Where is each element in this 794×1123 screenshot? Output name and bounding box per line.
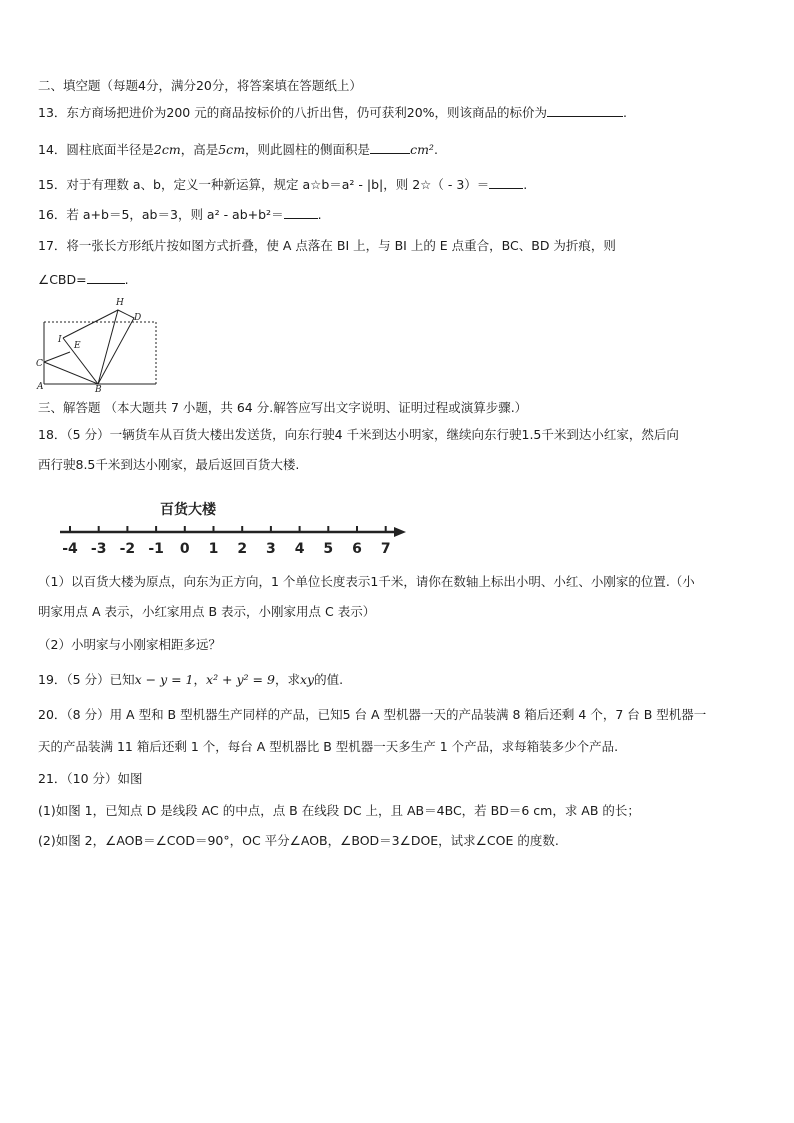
question-13: [38, 104, 627, 122]
answer-blank-14[interactable]: [370, 141, 410, 154]
question-14-text-a: 14．圆柱底面半径是: [38, 142, 154, 157]
question-18-line-1: 18．（5 分）一辆货车从百货大楼出发送货，向东行驶4 千米到达小明家，继续向东行驶1.5千米到达小红家，然后向: [38, 427, 679, 442]
number-line-tick-label: 6: [352, 541, 362, 557]
question-16: [38, 206, 322, 224]
question-19-eq-2: x² + y² = 9: [206, 672, 275, 687]
question-21-part-1: (1)如图 1，已知点 D 是线段 AC 的中点，点 B 在线段 DC 上，且 AB＝4BC，若 BD＝6 cm，求 AB 的长；: [38, 803, 640, 818]
question-19: [38, 671, 343, 689]
question-15-text: 15．对于有理数 a、b，定义一种新运算，规定 a☆b＝a² - |b|，则 2☆（ - 3）＝: [38, 177, 490, 192]
question-13-end: .: [623, 105, 628, 120]
fold-edge-ce: [44, 352, 70, 362]
question-14-height: 5cm: [218, 142, 246, 157]
question-14: [38, 141, 438, 159]
question-15: [38, 176, 527, 194]
number-line-title: 百货大楼: [160, 502, 216, 518]
number-line-arrow-icon: [394, 527, 406, 537]
number-line-tick-label: -1: [148, 541, 164, 557]
number-line-tick-label: 2: [237, 541, 248, 557]
question-18-sub-1-b: [38, 603, 375, 621]
fold-edge-ih: [63, 310, 118, 338]
question-18-sub-1-a-text: （1）以百货大楼为原点，向东为正方向，1 个单位长度表示1千米，请你在数轴上标出小明、小红、小刚家的位置.（小: [38, 574, 695, 589]
label-b: B: [95, 385, 102, 392]
question-14-unit: cm²: [410, 142, 434, 157]
number-line-tick-label: -3: [90, 541, 107, 557]
question-19-sep: ，: [193, 672, 207, 687]
answer-blank-13[interactable]: [547, 104, 623, 117]
question-20-line-2: 天的产品装满 11 箱后还剩 1 个，每台 A 型机器比 B 型机器一天多生产 1 个产品，求每箱装多少个产品.: [38, 739, 619, 754]
number-line-tick-label: 5: [323, 541, 334, 557]
question-19-text-c: 的值.: [314, 672, 344, 687]
answer-blank-17[interactable]: [87, 271, 125, 284]
question-19-text-b: ，求: [274, 672, 300, 687]
label-a: A: [37, 382, 44, 392]
question-21-part-2: (2)如图 2，∠AOB＝∠COD＝90°，OC 平分∠AOB，∠BOD＝3∠DOE，试求∠COE 的度数.: [38, 833, 559, 848]
number-line-tick-label: 1: [208, 541, 219, 557]
question-18-sub-2: （2）小明家与小刚家相距多远？: [38, 637, 221, 652]
question-14-text-b: ，高是: [180, 142, 219, 157]
label-h: H: [116, 298, 124, 308]
question-13-text: 13．东方商场把进价为200 元的商品按标价的八折出售，仍可获利20%，则该商品的标价为: [38, 105, 548, 120]
question-19-eq-1: x − y = 1: [134, 672, 194, 687]
number-line-tick-label: 4: [294, 541, 305, 557]
question-14-radius: 2cm: [153, 142, 181, 157]
question-17-end: .: [124, 272, 129, 287]
question-16-text: 16．若 a+b＝5，ab＝3，则 a² - ab+b²＝: [38, 207, 284, 222]
question-18-sub-1-a: [38, 573, 695, 591]
label-i: I: [58, 335, 62, 345]
label-d: D: [134, 313, 142, 323]
section-2-heading: 二、填空题（每题4分，满分20分，将答案填在答题纸上）: [38, 78, 362, 93]
question-15-end: .: [523, 177, 528, 192]
answer-blank-16[interactable]: [284, 206, 318, 219]
question-17-figure: [34, 292, 164, 392]
question-20-line-1: 20．（8 分）用 A 型和 B 型机器生产同样的产品，已知5 台 A 型机器一天的产品装满 8 箱后还剩 4 个，7 台 B 型机器一: [38, 707, 707, 722]
answer-blank-15[interactable]: [489, 176, 523, 189]
question-14-end: .: [433, 142, 438, 157]
question-16-end: .: [317, 207, 322, 222]
question-19-xy: xy: [299, 672, 315, 687]
label-e: E: [74, 341, 81, 351]
fold-flap-d: [98, 310, 134, 384]
question-19-text-a: 19．（5 分）已知: [38, 672, 135, 687]
section-3-heading: 三、解答题 （本大题共 7 小题，共 64 分.解答应写出文字说明、证明过程或演算步骤.）: [38, 400, 528, 415]
question-18-sub-1-b-text: 明家用点 A 表示，小红家用点 B 表示，小刚家用点 C 表示）: [38, 604, 376, 619]
question-17-text-2: ∠CBD=: [38, 272, 87, 287]
question-14-text-c: ，则此圆柱的侧面积是: [245, 142, 371, 157]
number-line-tick-label: 3: [266, 541, 276, 557]
question-21-title: 21．（10 分）如图: [38, 771, 143, 786]
number-line-tick-label: -4: [62, 541, 78, 557]
number-line-tick-label: 0: [179, 541, 190, 557]
number-line-tick-label: -2: [119, 541, 136, 557]
question-17: 17．将一张长方形纸片按如图方式折叠，使 A 点落在 BI 上，与 BI 上的 E 点重合，BC、BD 为折痕，则: [38, 238, 616, 253]
number-line-tick-label: 7: [380, 541, 391, 557]
number-line-figure: [56, 498, 416, 560]
label-c: C: [36, 359, 43, 369]
question-18-line-2: 西行驶8.5千米到达小刚家，最后返回百货大楼.: [38, 457, 300, 472]
question-17-line-2: [38, 271, 129, 289]
